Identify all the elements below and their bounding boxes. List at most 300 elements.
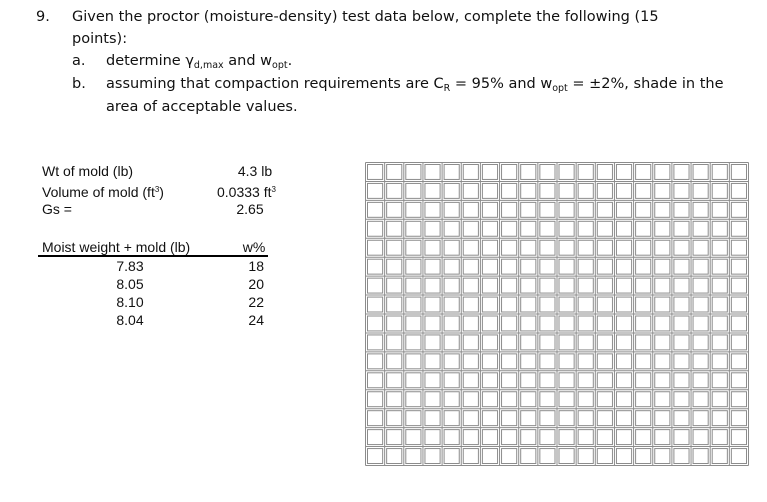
grid-cell <box>387 202 402 217</box>
grid-cell <box>597 373 612 388</box>
grid-cell <box>712 392 727 407</box>
grid-cell <box>521 411 536 426</box>
grid-cell <box>559 449 574 464</box>
grid-cell <box>559 165 574 180</box>
grid-cell <box>674 316 689 331</box>
grid-cell <box>559 354 574 369</box>
grid-cell <box>597 202 612 217</box>
grid-cell <box>731 202 746 217</box>
grid-cell <box>712 430 727 445</box>
grid-cell <box>502 183 517 198</box>
grid-cell <box>482 392 497 407</box>
grid-cell <box>482 354 497 369</box>
grid-cell <box>425 202 440 217</box>
grid-cell <box>425 165 440 180</box>
part-b-label: b. <box>72 76 86 92</box>
grid-cell <box>521 202 536 217</box>
grid-cell <box>482 259 497 274</box>
grid-cell <box>406 165 421 180</box>
grid-cell <box>387 278 402 293</box>
table-header-weight: Moist weight + mold (lb) <box>42 239 191 255</box>
grid-cell <box>636 259 651 274</box>
grid-cell <box>521 221 536 236</box>
grid-cell <box>636 183 651 198</box>
grid-cell <box>540 411 555 426</box>
grid-cell <box>387 165 402 180</box>
grid-cell <box>674 240 689 255</box>
grid-cell <box>655 259 670 274</box>
grid-cell <box>540 259 555 274</box>
grid-cell <box>655 202 670 217</box>
grid-cell <box>731 449 746 464</box>
grid-cell <box>616 411 631 426</box>
mold-volume-label-end: ) <box>159 184 164 200</box>
grid-cell <box>368 278 383 293</box>
grid-cell <box>444 165 459 180</box>
question-number: 9. <box>36 9 50 25</box>
grid-cell <box>559 297 574 312</box>
grid-cell <box>387 259 402 274</box>
grid-cell <box>540 240 555 255</box>
grid-cell <box>693 183 708 198</box>
grid-cell <box>444 259 459 274</box>
grid-cell <box>463 335 478 350</box>
grid-cell <box>502 354 517 369</box>
grid-cell <box>616 165 631 180</box>
grid-cell <box>693 373 708 388</box>
grid-cell <box>521 430 536 445</box>
grid-cell <box>406 259 421 274</box>
grid-cell <box>616 183 631 198</box>
grid-cell <box>463 165 478 180</box>
grid-cell <box>559 278 574 293</box>
gs-label: Gs = <box>42 201 72 217</box>
grid-cell <box>655 392 670 407</box>
grid-cell <box>463 278 478 293</box>
grid-cell <box>693 259 708 274</box>
grid-cell <box>674 202 689 217</box>
grid-cell <box>463 316 478 331</box>
grid-cell <box>368 354 383 369</box>
grid-cell <box>559 221 574 236</box>
grid-cell <box>616 259 631 274</box>
grid-cell <box>559 430 574 445</box>
grid-cell <box>578 240 593 255</box>
grid-cell <box>502 259 517 274</box>
grid-cell <box>674 430 689 445</box>
mold-volume-value-text: 0.0333 ft <box>217 184 272 200</box>
grid-cell <box>693 335 708 350</box>
grid-cell <box>540 392 555 407</box>
grid-cell <box>482 411 497 426</box>
grid-cell <box>463 183 478 198</box>
grid-cell <box>463 221 478 236</box>
grid-cell <box>674 183 689 198</box>
graph-paper <box>365 162 749 466</box>
grid-cell <box>444 335 459 350</box>
grid-cell <box>731 354 746 369</box>
grid-cell <box>502 278 517 293</box>
grid-cell <box>674 373 689 388</box>
grid-cell <box>616 392 631 407</box>
grid-cell <box>482 449 497 464</box>
grid-cell <box>521 373 536 388</box>
grid-cell <box>616 354 631 369</box>
grid-cell <box>559 411 574 426</box>
grid-cell <box>463 373 478 388</box>
grid-cell <box>425 259 440 274</box>
table-cell-moisture: 22 <box>248 294 264 310</box>
grid-cell <box>636 411 651 426</box>
grid-cell <box>636 240 651 255</box>
grid-cell <box>368 392 383 407</box>
grid-cell <box>712 165 727 180</box>
grid-cell <box>712 373 727 388</box>
question-line-1: Given the proctor (moisture-density) test data below, complete the following (15 <box>72 9 659 25</box>
grid-cell <box>368 316 383 331</box>
grid-cell <box>731 316 746 331</box>
grid-cell <box>368 373 383 388</box>
grid-cell <box>674 392 689 407</box>
grid-cell <box>425 278 440 293</box>
grid-cell <box>655 278 670 293</box>
grid-cell <box>425 316 440 331</box>
grid-cell <box>693 449 708 464</box>
grid-cell <box>502 165 517 180</box>
grid-cell <box>712 354 727 369</box>
grid-cell <box>578 392 593 407</box>
grid-cell <box>540 430 555 445</box>
grid-cell <box>463 411 478 426</box>
grid-cell <box>597 354 612 369</box>
grid-cell <box>406 373 421 388</box>
grid-cell <box>597 278 612 293</box>
grid-cell <box>425 449 440 464</box>
grid-cell <box>655 165 670 180</box>
grid-cell <box>406 392 421 407</box>
grid-cell <box>731 278 746 293</box>
grid-cell <box>578 430 593 445</box>
grid-cell <box>597 316 612 331</box>
grid-cell <box>674 449 689 464</box>
grid-cell <box>655 373 670 388</box>
grid-cell <box>693 392 708 407</box>
table-cell-weight: 8.05 <box>116 276 144 292</box>
grid-cell <box>712 449 727 464</box>
grid-cell <box>559 373 574 388</box>
grid-cell <box>712 278 727 293</box>
grid-cell <box>482 373 497 388</box>
grid-cell <box>636 449 651 464</box>
gamma-symbol: γ <box>185 53 194 69</box>
grid-cell <box>463 392 478 407</box>
grid-cell <box>425 221 440 236</box>
grid-cell <box>482 202 497 217</box>
grid-cell <box>578 335 593 350</box>
grid-cell <box>597 221 612 236</box>
grid-cell <box>540 183 555 198</box>
w-symbol: w <box>260 53 273 69</box>
grid-cell <box>406 297 421 312</box>
part-a-determine: determine <box>106 53 181 69</box>
grid-cell <box>387 354 402 369</box>
grid-cell <box>655 335 670 350</box>
grid-cell <box>655 221 670 236</box>
grid-cell <box>444 240 459 255</box>
grid-cell <box>444 411 459 426</box>
grid-cell <box>578 411 593 426</box>
grid-cell <box>712 183 727 198</box>
grid-cell <box>521 259 536 274</box>
grid-cell <box>693 240 708 255</box>
grid-cell <box>463 449 478 464</box>
grid-cell <box>616 202 631 217</box>
grid-cell <box>521 316 536 331</box>
grid-cell <box>368 297 383 312</box>
grid-cell <box>444 354 459 369</box>
grid-cell <box>693 411 708 426</box>
grid-cell <box>406 221 421 236</box>
grid-cell <box>387 240 402 255</box>
gamma-subscript: d,max <box>193 60 224 71</box>
grid-cell <box>482 430 497 445</box>
grid-cell <box>482 240 497 255</box>
part-a-period: . <box>287 53 293 69</box>
grid-cell <box>502 202 517 217</box>
grid-cell <box>636 278 651 293</box>
part-a-label: a. <box>72 53 86 69</box>
grid-cell <box>482 316 497 331</box>
table-header-moisture: w% <box>242 239 266 255</box>
grid-cell <box>521 392 536 407</box>
grid-cell <box>616 335 631 350</box>
grid-cell <box>712 259 727 274</box>
grid-cell <box>674 259 689 274</box>
grid-cell <box>578 297 593 312</box>
grid-cell <box>636 316 651 331</box>
grid-cell <box>731 411 746 426</box>
grid-cell <box>636 430 651 445</box>
grid-cell <box>693 221 708 236</box>
grid-cell <box>444 183 459 198</box>
grid-cell <box>712 335 727 350</box>
grid-cell <box>731 335 746 350</box>
grid-cell <box>578 259 593 274</box>
grid-cell <box>731 373 746 388</box>
mold-volume-value-sup: 3 <box>271 185 276 194</box>
grid-cell <box>406 316 421 331</box>
grid-cell <box>540 373 555 388</box>
grid-cell <box>712 240 727 255</box>
grid-cell <box>616 221 631 236</box>
grid-cell <box>731 183 746 198</box>
mold-weight-label: Wt of mold (lb) <box>42 163 134 179</box>
grid-cell <box>368 221 383 236</box>
grid-cell <box>502 297 517 312</box>
grid-cell <box>712 202 727 217</box>
grid-cell <box>674 165 689 180</box>
grid-cell <box>559 202 574 217</box>
grid-cell <box>444 297 459 312</box>
grid-cell <box>616 240 631 255</box>
grid-cell <box>387 449 402 464</box>
grid-cell <box>655 183 670 198</box>
grid-cell <box>712 411 727 426</box>
grid-cell <box>387 297 402 312</box>
grid-cell <box>731 259 746 274</box>
grid-cell <box>521 183 536 198</box>
grid-cell <box>693 202 708 217</box>
grid-cell <box>387 183 402 198</box>
grid-cell <box>482 183 497 198</box>
grid-cell <box>521 297 536 312</box>
part-b-text-2: = 95% and w <box>450 76 553 92</box>
grid-cell <box>502 392 517 407</box>
grid-cell <box>693 354 708 369</box>
grid-cell <box>521 278 536 293</box>
grid-cell <box>368 165 383 180</box>
grid-cell <box>368 240 383 255</box>
grid-cell <box>425 354 440 369</box>
grid-cell <box>674 354 689 369</box>
grid-cell <box>674 278 689 293</box>
grid-cell <box>444 316 459 331</box>
grid-cell <box>597 449 612 464</box>
grid-cell <box>368 202 383 217</box>
grid-cell <box>368 259 383 274</box>
grid-cell <box>712 316 727 331</box>
grid-cell <box>578 221 593 236</box>
part-b-text-1: assuming that compaction requirements are C <box>106 76 444 92</box>
grid-cell <box>406 183 421 198</box>
grid-cell <box>578 354 593 369</box>
grid-cell <box>655 297 670 312</box>
grid-cell <box>387 392 402 407</box>
grid-cell <box>482 297 497 312</box>
grid-cell <box>597 259 612 274</box>
grid-cell <box>597 240 612 255</box>
grid-cell <box>521 354 536 369</box>
grid-cell <box>463 240 478 255</box>
grid-cell <box>597 165 612 180</box>
grid-cell <box>616 278 631 293</box>
table-cell-moisture: 24 <box>248 312 264 328</box>
grid-cell <box>444 449 459 464</box>
grid-cell <box>616 316 631 331</box>
grid-cell <box>406 240 421 255</box>
grid-cell <box>368 449 383 464</box>
grid-cell <box>559 183 574 198</box>
grid-cell <box>731 221 746 236</box>
grid-cell <box>463 354 478 369</box>
grid-cell <box>578 202 593 217</box>
grid-cell <box>482 335 497 350</box>
grid-cell <box>636 373 651 388</box>
grid-cell <box>482 278 497 293</box>
grid-cell <box>387 373 402 388</box>
grid-cell <box>425 297 440 312</box>
grid-cell <box>731 240 746 255</box>
grid-cell <box>559 392 574 407</box>
grid-cell <box>636 165 651 180</box>
w-subscript: opt <box>272 60 288 71</box>
grid-cell <box>406 202 421 217</box>
grid-cell <box>540 202 555 217</box>
grid-cell <box>444 373 459 388</box>
grid-cell <box>578 373 593 388</box>
grid-cell <box>387 316 402 331</box>
grid-cell <box>655 354 670 369</box>
grid-cell <box>693 316 708 331</box>
grid-cell <box>636 221 651 236</box>
grid-cell <box>674 221 689 236</box>
table-cell-moisture: 20 <box>248 276 264 292</box>
grid-cell <box>463 202 478 217</box>
grid-cell <box>444 202 459 217</box>
grid-cell <box>540 297 555 312</box>
grid-cell <box>406 411 421 426</box>
grid-cell <box>521 165 536 180</box>
grid-cell <box>578 165 593 180</box>
part-b-text-3: = ±2%, shade in the <box>567 76 724 92</box>
grid-cell <box>521 240 536 255</box>
mold-weight-value: 4.3 lb <box>237 163 273 179</box>
grid-cell <box>463 297 478 312</box>
grid-cell <box>502 316 517 331</box>
grid-cell <box>444 430 459 445</box>
grid-cell <box>406 278 421 293</box>
grid-cell <box>559 335 574 350</box>
grid-cell <box>655 316 670 331</box>
grid-cell <box>559 316 574 331</box>
grid-cell <box>540 221 555 236</box>
grid-cell <box>406 430 421 445</box>
grid-cell <box>387 430 402 445</box>
grid-cell <box>636 297 651 312</box>
grid-cell <box>540 449 555 464</box>
grid-cell <box>559 240 574 255</box>
grid-cell <box>655 240 670 255</box>
grid-cell <box>521 335 536 350</box>
mold-volume-label-text: Volume of mold (ft <box>42 184 155 200</box>
grid-cell <box>674 297 689 312</box>
grid-cell <box>425 373 440 388</box>
grid-cell <box>502 240 517 255</box>
grid-cell <box>406 449 421 464</box>
grid-cell <box>425 335 440 350</box>
grid-cell <box>540 316 555 331</box>
grid-cell <box>731 165 746 180</box>
mold-volume-label <box>42 181 164 201</box>
grid-cell <box>482 165 497 180</box>
grid-cell <box>712 297 727 312</box>
grid-cell <box>674 335 689 350</box>
grid-cell <box>616 297 631 312</box>
grid-cell <box>425 411 440 426</box>
grid-cell <box>693 430 708 445</box>
grid-cell <box>425 392 440 407</box>
grid-cell <box>616 430 631 445</box>
grid-cell <box>616 373 631 388</box>
grid-cell <box>731 430 746 445</box>
wopt-subscript: opt <box>552 83 568 94</box>
gs-value: 2.65 <box>236 201 264 217</box>
grid-cell <box>425 430 440 445</box>
grid-cell <box>636 335 651 350</box>
grid-cell <box>712 221 727 236</box>
grid-cell <box>368 183 383 198</box>
grid-cell <box>597 430 612 445</box>
